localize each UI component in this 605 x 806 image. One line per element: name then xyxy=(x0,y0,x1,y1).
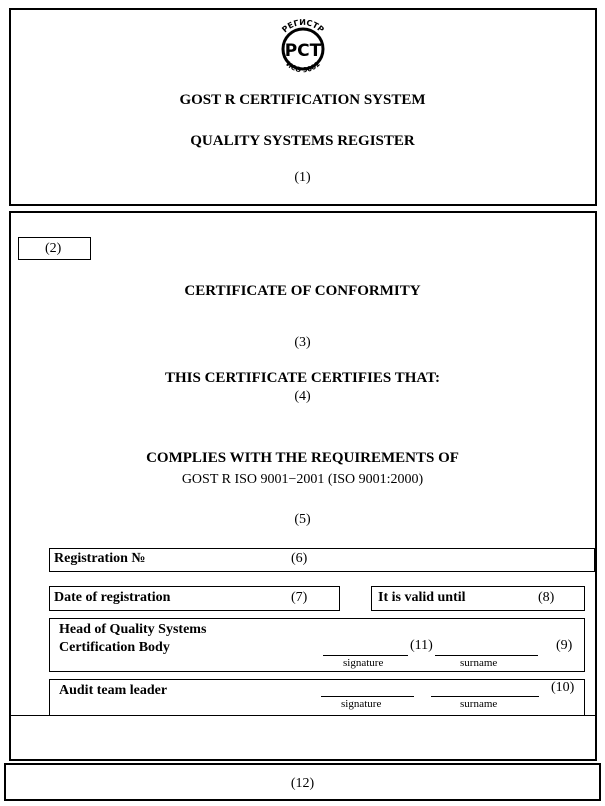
registration-label: Registration № xyxy=(54,551,146,566)
head-signature-caption: signature xyxy=(343,657,384,669)
head-body-box xyxy=(49,618,585,672)
ref-8: (8) xyxy=(538,590,555,605)
head-body-label-1: Head of Quality Systems xyxy=(59,622,207,637)
rst-logo xyxy=(270,16,336,82)
head-surname-line xyxy=(435,655,538,656)
registration-box xyxy=(49,548,595,572)
audit-box xyxy=(49,679,585,715)
ref-6: (6) xyxy=(291,551,308,566)
audit-signature-caption: signature xyxy=(341,698,382,710)
head-surname-caption: surname xyxy=(460,657,498,669)
ref-3: (3) xyxy=(294,335,311,350)
ref-9: (9) xyxy=(556,638,573,653)
svg-text:РЕГИСТР xyxy=(280,18,326,35)
certificate-title: CERTIFICATE OF CONFORMITY xyxy=(184,283,421,299)
logo-mark: РСТ xyxy=(284,41,322,61)
standard-text: GOST R ISO 9001−2001 (ISO 9001:2000) xyxy=(181,472,424,487)
ref-2-box xyxy=(18,237,91,260)
date-of-registration-label: Date of registration xyxy=(54,590,171,605)
logo-top-text: РЕГИСТР xyxy=(280,17,326,35)
ref-2: (2) xyxy=(45,241,62,256)
date-of-registration-box xyxy=(49,586,340,611)
complies-heading: COMPLIES WITH THE REQUIREMENTS OF xyxy=(146,450,459,466)
audit-label: Audit team leader xyxy=(59,683,168,698)
logo-bottom-text: ИСО 9001 xyxy=(284,60,322,75)
valid-until-label: It is valid until xyxy=(378,590,466,605)
svg-text:ИСО 9001 xyxy=(284,60,322,74)
ref-4: (4) xyxy=(294,389,311,404)
audit-surname-caption: surname xyxy=(460,698,498,710)
certifies-heading: THIS CERTIFICATE CERTIFIES THAT: xyxy=(165,370,440,386)
ref-1: (1) xyxy=(294,170,311,185)
ref-7: (7) xyxy=(291,590,308,605)
ref-11: (11) xyxy=(410,638,433,653)
ref-10: (10) xyxy=(551,680,575,695)
inner-divider xyxy=(11,715,595,716)
audit-surname-line xyxy=(431,696,539,697)
audit-signature-line xyxy=(321,696,414,697)
valid-until-box xyxy=(371,586,585,611)
head-body-label-2: Certification Body xyxy=(59,640,170,655)
ref-5: (5) xyxy=(294,512,311,527)
head-signature-line xyxy=(323,655,408,656)
register-title: QUALITY SYSTEMS REGISTER xyxy=(190,133,415,149)
ref-12: (12) xyxy=(290,776,315,791)
system-title: GOST R CERTIFICATION SYSTEM xyxy=(179,92,426,108)
